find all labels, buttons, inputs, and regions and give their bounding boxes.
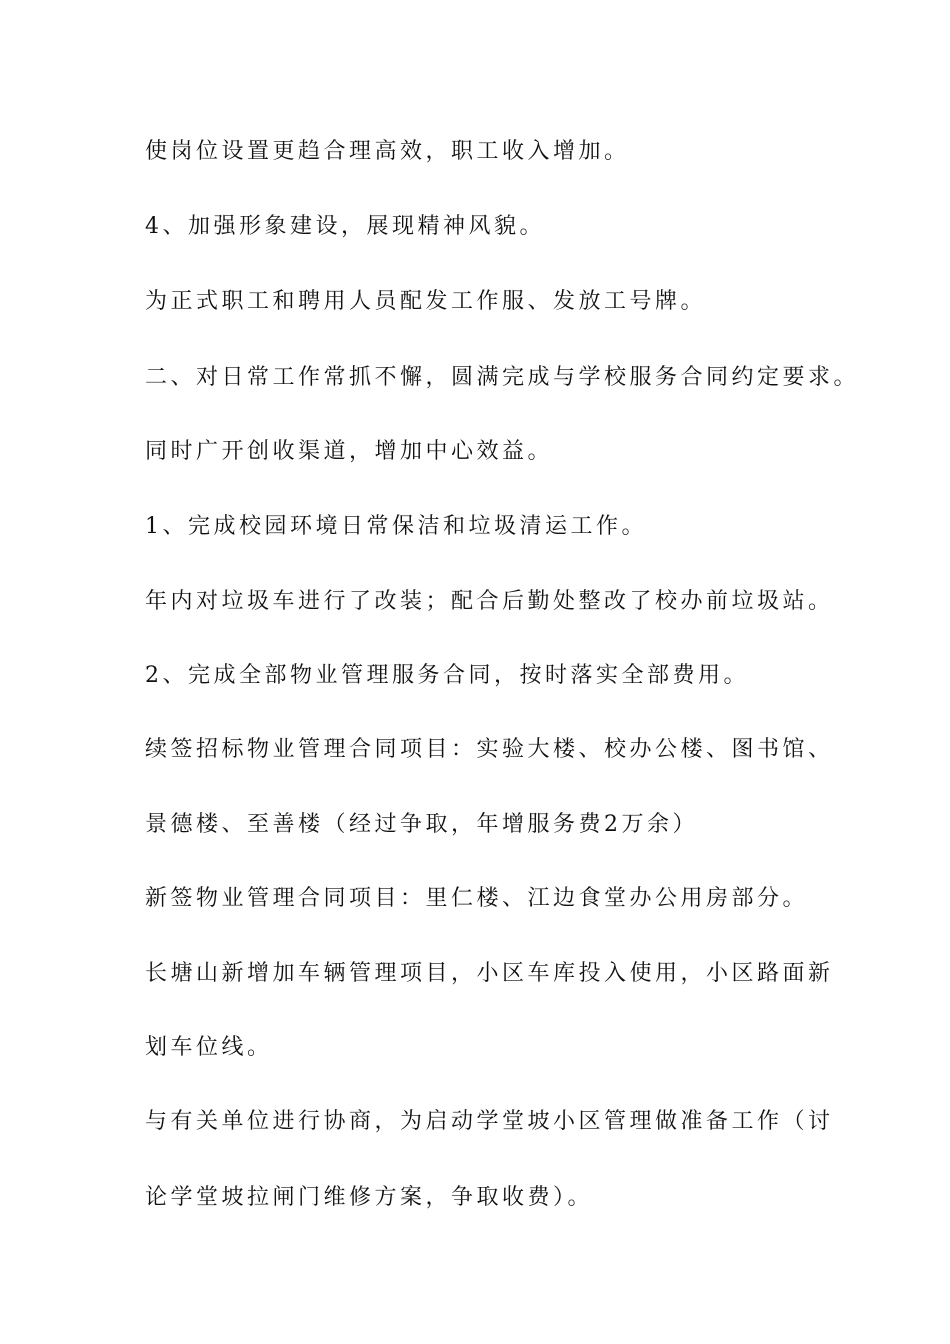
paragraph-line: 二、对日常工作常抓不懈，圆满完成与学校服务合同约定要求。 <box>145 365 860 390</box>
paragraph-line: 续签招标物业管理合同项目：实验大楼、校办公楼、图书馆、 <box>145 737 834 762</box>
paragraph-line: 年内对垃圾车进行了改装；配合后勤处整改了校办前垃圾站。 <box>145 589 834 614</box>
paragraph-line: 4、加强形象建设，展现精神风貌。 <box>145 214 545 239</box>
paragraph-line: 与有关单位进行协商，为启动学堂坡小区管理做准备工作（讨 <box>145 1109 834 1134</box>
paragraph-line: 新签物业管理合同项目：里仁楼、江边食堂办公用房部分。 <box>145 886 809 911</box>
paragraph-line: 为正式职工和聘用人员配发工作服、发放工号牌。 <box>145 289 707 314</box>
paragraph-line: 1、完成校园环境日常保洁和垃圾清运工作。 <box>145 514 647 539</box>
paragraph-line: 论学堂坡拉闸门维修方案，争取收费）。 <box>145 1185 594 1210</box>
paragraph-line: 划车位线。 <box>145 1035 273 1060</box>
paragraph-line: 长塘山新增加车辆管理项目，小区车库投入使用，小区路面新 <box>145 961 834 986</box>
paragraph-line: 同时广开创收渠道，增加中心效益。 <box>145 439 554 464</box>
paragraph-line: 2、完成全部物业管理服务合同，按时落实全部费用。 <box>145 663 749 688</box>
paragraph-line: 使岗位设置更趋合理高效，职工收入增加。 <box>145 139 630 164</box>
paragraph-line: 景德楼、至善楼（经过争取，年增服务费2万余） <box>145 812 698 837</box>
